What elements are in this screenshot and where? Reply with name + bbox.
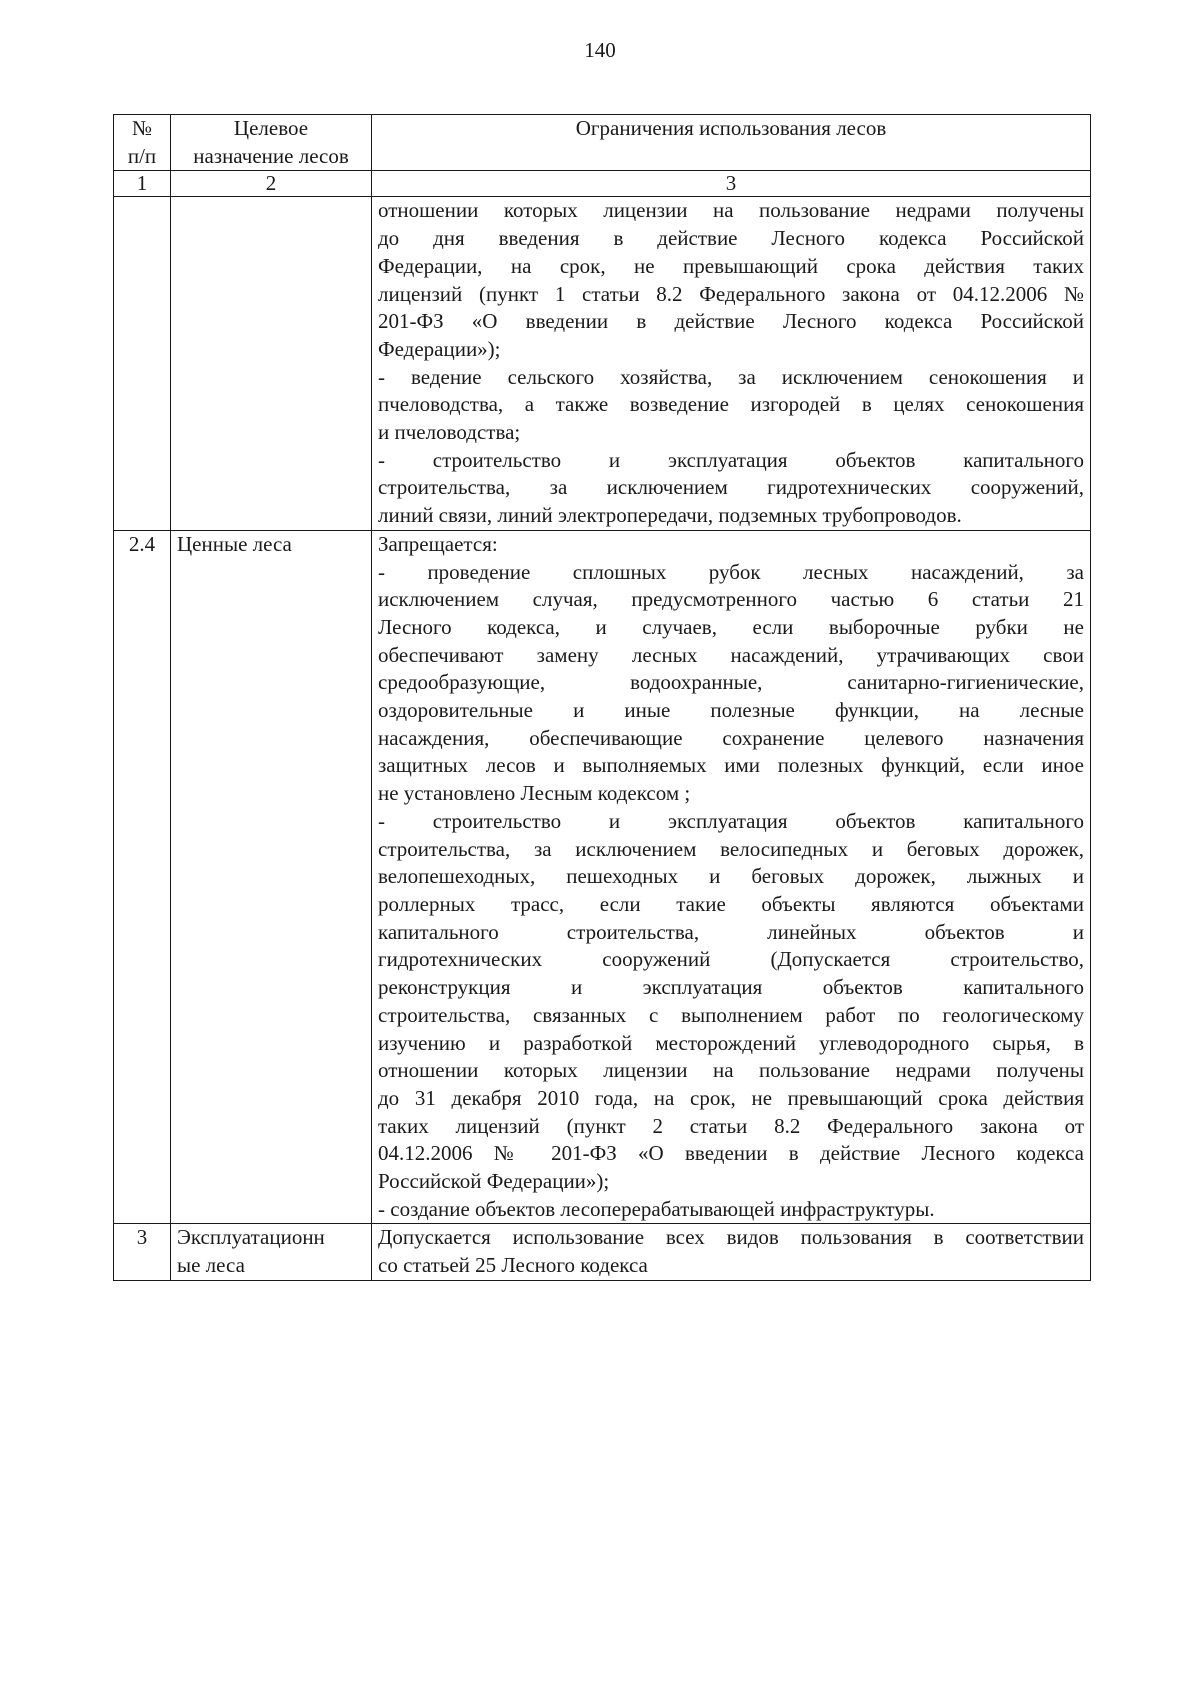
purpose-line: Ценные леса	[177, 531, 292, 556]
restriction-text-line: велопешеходных, пешеходных и беговых дорожек, лыжных и	[378, 864, 1084, 889]
restriction-text-line: - создание объектов лесоперерабатывающей инфраструктуры.	[378, 1196, 935, 1221]
header-number-line2: п/п	[127, 143, 157, 168]
restriction-text-line: отношении которых лицензии на пользование недрами получены	[378, 198, 1084, 223]
restriction-text-line: оздоровительные и иные полезные функции, на лесные	[378, 698, 1084, 723]
restriction-text-line: до дня введения в действие Лесного кодекса Российской	[378, 226, 1084, 251]
header-number-line1: №	[131, 116, 153, 140]
restriction-text-line: отношении которых лицензии на пользование недрами получены	[378, 1058, 1084, 1083]
restriction-text-line: лицензий (пункт 1 статьи 8.2 Федерального закона от 04.12.2006 №	[378, 281, 1084, 306]
restriction-text-line: капитального строительства, линейных объектов и	[378, 919, 1084, 944]
purpose-line: Эксплуатационн	[177, 1225, 325, 1250]
restriction-text-line: Допускается использование всех видов пользования в соответствии	[378, 1225, 1084, 1250]
restriction-text-line: Федерации, на срок, не превышающий срока действия таких	[378, 253, 1084, 278]
restriction-text-line: Российской Федерации»);	[378, 1169, 610, 1194]
restriction-text-line: обеспечивают замену лесных насаждений, утрачивающих свои	[378, 642, 1084, 667]
restriction-text-line: Лесного кодекса, и случаев, если выборочные рубки не	[378, 614, 1084, 639]
restriction-text-line: Федерации»);	[378, 336, 501, 361]
column-number-1: 1	[114, 171, 171, 197]
restriction-text-line: реконструкция и эксплуатация объектов капитального	[378, 975, 1084, 1000]
restriction-text-line: Запрещается:	[378, 531, 498, 556]
header-restrictions: Ограничения использования лесов	[372, 115, 1091, 171]
column-number-2: 2	[171, 171, 372, 197]
row-purpose	[171, 197, 372, 530]
row-restrictions	[372, 1224, 1091, 1280]
restriction-text-line: строительства, связанных с выполнением работ по геологическому	[378, 1002, 1084, 1027]
table-row	[114, 1224, 1091, 1280]
restriction-text-line: 201-ФЗ «О введении в действие Лесного кодекса Российской	[378, 309, 1084, 334]
restriction-text-line: изучению и разработкой месторождений углеводородного сырья, в	[378, 1030, 1084, 1055]
row-restrictions	[372, 530, 1091, 1224]
header-number	[114, 115, 171, 171]
row-number	[114, 197, 171, 530]
restriction-text-line: до 31 декабря 2010 года, на срок, не превышающий срока действия	[378, 1085, 1084, 1110]
restriction-text-line: защитных лесов и выполняемых ими полезных функций, если иное	[378, 753, 1084, 778]
page-number: 140	[584, 38, 616, 62]
restriction-text-line: гидротехнических сооружений (Допускается строительство,	[378, 947, 1084, 972]
restriction-text-line: не установлено Лесным кодексом ;	[378, 781, 691, 806]
header-purpose-line1: Целевое	[233, 116, 309, 140]
restriction-text-line: строительства, за исключением гидротехнических сооружений,	[378, 475, 1084, 500]
row-number: 3	[114, 1224, 171, 1280]
restriction-text-line: 04.12.2006 № 201-ФЗ «О введении в действие Лесного кодекса	[378, 1141, 1084, 1166]
restriction-text-line: средообразующие, водоохранные, санитарно-гигиенические,	[378, 670, 1084, 695]
restriction-text-line: - строительство и эксплуатация объектов капитального	[378, 447, 1084, 472]
row-number: 2.4	[114, 530, 171, 1224]
restriction-text-line: со статьей 25 Лесного кодекса	[378, 1253, 648, 1278]
header-purpose-line2: назначение лесов	[193, 143, 349, 168]
restriction-text-line: роллерных трасс, если такие объекты являются объектами	[378, 891, 1084, 916]
restriction-text-line: - проведение сплошных рубок лесных насаждений, за	[378, 559, 1084, 584]
forest-restrictions-table	[113, 114, 1091, 1281]
restriction-text-line: насаждения, обеспечивающие сохранение целевого назначения	[378, 725, 1084, 750]
row-purpose	[171, 1224, 372, 1280]
row-restrictions	[372, 197, 1091, 530]
restriction-text-line: пчеловодства, а также возведение изгородей в целях сенокошения	[378, 392, 1084, 417]
purpose-line: ые леса	[177, 1253, 245, 1278]
restriction-text-line: - ведение сельского хозяйства, за исключением сенокошения и	[378, 364, 1084, 389]
column-number-3: 3	[372, 171, 1091, 197]
header-purpose	[171, 115, 372, 171]
restriction-text-line: линий связи, линий электропередачи, подземных трубопроводов.	[378, 503, 962, 528]
row-purpose	[171, 530, 372, 1224]
restriction-text-line: и пчеловодства;	[378, 420, 521, 445]
restriction-text-line: исключением случая, предусмотренного частью 6 статьи 21	[378, 587, 1084, 612]
restriction-text-line: - строительство и эксплуатация объектов капитального	[378, 808, 1084, 833]
table-row	[114, 197, 1091, 530]
restriction-text-line: таких лицензий (пункт 2 статьи 8.2 Федерального закона от	[378, 1113, 1084, 1138]
restriction-text-line: строительства, за исключением велосипедных и беговых дорожек,	[378, 836, 1084, 861]
table-row	[114, 530, 1091, 1224]
